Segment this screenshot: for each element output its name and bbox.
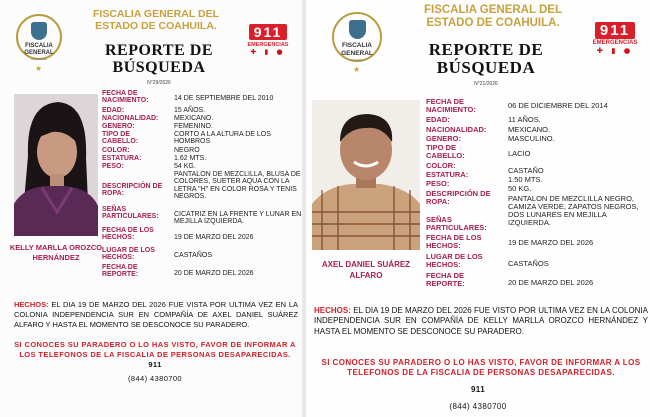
label-hair-type: TIPO DE CABELLO: [426, 143, 465, 160]
value-report-date: 20 DE MARZO DEL 2026 [174, 270, 254, 277]
report-folio: N°21/2026 [474, 81, 498, 87]
emergency-label: EMERGENCIAS [592, 40, 638, 46]
hotline-number: 911 [470, 385, 486, 394]
label-event-date: FECHA DE LOS HECHOS: [426, 233, 482, 250]
seal-label-bottom: GENERAL [24, 50, 54, 56]
label-event-date: FECHA DE LOS HECHOS: [102, 227, 154, 242]
value-age: 15 AÑOS. [174, 107, 206, 114]
label-nationality: NACIONALIDAD: [426, 125, 487, 134]
label-marks: SEÑAS PARTICULARES: [102, 206, 159, 221]
label-marks: SEÑAS PARTICULARES: [426, 215, 487, 232]
value-report-date: 20 DE MARZO DEL 2026 [508, 278, 594, 287]
value-birthdate: 14 DE SEPTIEMBRE DEL 2010 [174, 95, 274, 102]
star-icon: ★ [35, 64, 43, 73]
value-height: 1.62 MTS. [174, 155, 207, 162]
label-height: ESTATURA: [102, 155, 142, 162]
emergency-services-icon: ✚ ▮ ● [596, 46, 634, 55]
value-color: CASTAÑO [508, 166, 544, 175]
facts-label: HECHOS: [314, 306, 351, 315]
label-age: EDAD: [426, 115, 450, 124]
label-nationality: NACIONALIDAD: [102, 115, 159, 122]
value-event-date: 19 DE MARZO DEL 2026 [174, 234, 254, 241]
emergency-number: 911 [595, 22, 635, 39]
report-title: REPORTE DE BÚSQUEDA [428, 40, 544, 77]
shield-icon [349, 20, 366, 39]
label-weight: PESO: [102, 163, 124, 170]
label-gender: GENERO: [426, 134, 462, 143]
value-marks: CICATRIZ EN LA FRENTE Y LUNAR EN MEJILLA IZQUIERDA. [174, 211, 302, 226]
seal-label-bottom: GENERAL [341, 50, 373, 57]
person-portrait-illustration [312, 100, 420, 250]
emergency-number: 911 [249, 24, 288, 40]
value-event-date: 19 DE MARZO DEL 2026 [508, 238, 594, 247]
person-name: AXEL DANIEL SUÁREZ ALFARO [321, 260, 411, 280]
label-birthdate: FECHA DE NACIMIENTO: [426, 97, 476, 114]
label-color: COLOR: [102, 147, 130, 154]
call-to-action: SI CONOCES SU PARADERO O LO HAS VISTO, FAVOR DE INFORMAR A LOS TELEFONOS DE LA FISCALIA DE PERSONAS DESAPARECIDAS. [321, 358, 641, 378]
label-clothing: DESCRIPCIÓN DE ROPA: [102, 183, 163, 198]
value-clothing: PANTALON DE MEZCLILLA NEGRO, CAMIZA VERDE, ZAPATOS NEGROS, DOS LUNARES EN MEJILLA IZQUIERDA. [508, 194, 639, 227]
value-weight: 54 KG. [174, 163, 196, 170]
facts-paragraph [14, 300, 298, 329]
phone-number: (844) 4380700 [128, 374, 182, 383]
value-nationality: MEXICANO. [508, 125, 551, 134]
value-hair-type: LACIO [508, 149, 531, 158]
facts-label: HECHOS: [14, 300, 49, 309]
value-nationality: MEXICANO. [174, 115, 214, 122]
label-event-place: LUGAR DE LOS HECHOS: [426, 252, 483, 269]
label-report-date: FECHA DE REPORTE: [102, 264, 139, 279]
label-color: COLOR: [426, 161, 456, 170]
call-to-action: SI CONOCES SU PARADERO O LO HAS VISTO, FAVOR DE INFORMAR A LOS TELEFONOS DE LA FISCALIA DE PERSONAS DESAPARECIDAS. [14, 340, 296, 359]
value-weight: 50 KG. [508, 184, 532, 193]
seal-label-top: FISCALIA [342, 42, 372, 49]
emergency-label: EMERGENCIAS [247, 42, 289, 48]
emergency-services-icon: ✚ ▮ ● [250, 48, 286, 56]
label-hair-type: TIPO DE CABELLO: [102, 131, 139, 146]
person-photo [14, 94, 98, 236]
phone-number: (844) 4380700 [449, 402, 507, 411]
label-clothing: DESCRIPCIÓN DE ROPA: [426, 189, 491, 206]
agency-name: FISCALIA GENERAL DEL ESTADO DE COAHUILA. [92, 8, 219, 32]
agency-name: FISCALIA GENERAL DEL ESTADO DE COAHUILA. [423, 4, 562, 29]
label-event-place: LUGAR DE LOS HECHOS: [102, 247, 155, 262]
value-age: 11 AÑOS. [508, 115, 541, 124]
report-title: REPORTE DE BÚSQUEDA [104, 42, 213, 76]
value-birthdate: 06 DE DICIEMBRE DEL 2014 [508, 101, 608, 110]
value-gender: MASCULINO. [508, 134, 555, 143]
value-gender: FEMENINO. [174, 123, 213, 130]
seal-label-top: FISCALIA [25, 43, 53, 49]
label-report-date: FECHA DE REPORTE: [426, 271, 465, 288]
missing-person-poster-1 [0, 0, 302, 417]
seal-label-small: COAHUILA [349, 58, 365, 62]
shield-icon [31, 22, 47, 40]
facts-paragraph [314, 306, 648, 337]
hotline-number: 911 [148, 360, 162, 369]
person-photo [312, 100, 420, 250]
facts-text: EL DIA 19 DE MARZO DEL 2026 FUE VISTA POR ULTIMA VEZ EN LA COLONIA INDEPENDENCIA SUR EN COMPAÑÍA DE AXEL DANIEL SUÁREZ ALFARO Y HASTA EL MOMENTO SE DESCONOCE SU PARADERO. [14, 300, 298, 329]
label-weight: PESO: [426, 179, 450, 188]
person-name: KELLY MARLLA OROZCO HERNÁNDEZ [9, 243, 103, 263]
label-gender: GENERO: [102, 123, 135, 130]
missing-person-poster-2 [306, 0, 650, 417]
value-clothing: PANTALON DE MEZCLILLA, BLUSA DE COLORES, SUETER AQUA CON LA LETRA "H" EN COLOR ROSA Y TENIS NEGROS. [174, 171, 301, 201]
fiscalia-seal [330, 12, 384, 78]
seal-label-small: COAHUILA [31, 57, 47, 61]
value-event-place: CASTAÑOS [508, 259, 549, 268]
label-age: EDAD: [102, 107, 125, 114]
value-color: NEGRO [174, 147, 200, 154]
label-height: ESTATURA: [426, 170, 469, 179]
value-event-place: CASTAÑOS [174, 252, 212, 259]
emergency-911-logo [586, 20, 644, 55]
fiscalia-seal [14, 14, 64, 76]
emergency-911-logo [242, 22, 294, 56]
label-birthdate: FECHA DE NACIMIENTO: [102, 90, 149, 105]
value-height: 1.50 MTS. [508, 175, 543, 184]
star-icon: ★ [353, 65, 361, 74]
facts-text: EL DIA 19 DE MARZO DEL 2026 FUE VISTO POR ULTIMA VEZ EN LA COLONIA INDEPENDENCIA SUR EN COMPAÑÍA DE KELLY MARLLA OROZCO HERNÁNDEZ Y HASTA EL MOMENTO SE DESCONOCE SU PARADERO. [314, 306, 648, 336]
report-folio: N°29/2026 [147, 80, 171, 86]
person-portrait-illustration [14, 94, 98, 236]
value-hair-type: CORTO A LA ALTURA DE LOS HOMBROS [174, 131, 271, 146]
